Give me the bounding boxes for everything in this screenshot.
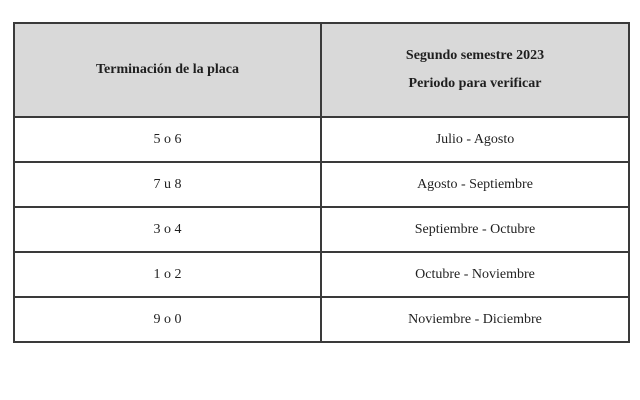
cell-placa: 9 o 0 <box>14 297 321 342</box>
cell-placa: 5 o 6 <box>14 117 321 162</box>
cell-periodo: Noviembre - Diciembre <box>321 297 629 342</box>
header-periodo-line1: Segundo semestre 2023 <box>405 48 545 63</box>
cell-placa: 3 o 4 <box>14 207 321 252</box>
verification-schedule-table <box>13 22 630 343</box>
table-row <box>14 207 629 252</box>
header-periodo <box>321 23 629 117</box>
table-row <box>14 252 629 297</box>
cell-periodo: Octubre - Noviembre <box>321 252 629 297</box>
cell-periodo: Septiembre - Octubre <box>321 207 629 252</box>
cell-periodo: Julio - Agosto <box>321 117 629 162</box>
cell-placa: 7 u 8 <box>14 162 321 207</box>
header-placa <box>14 23 321 117</box>
table-header-row <box>14 23 629 117</box>
header-placa-label: Terminación de la placa <box>96 62 239 77</box>
table-row <box>14 117 629 162</box>
table-row <box>14 162 629 207</box>
table-row <box>14 297 629 342</box>
cell-periodo: Agosto - Septiembre <box>321 162 629 207</box>
cell-placa: 1 o 2 <box>14 252 321 297</box>
header-periodo-line2: Periodo para verificar <box>408 76 542 91</box>
